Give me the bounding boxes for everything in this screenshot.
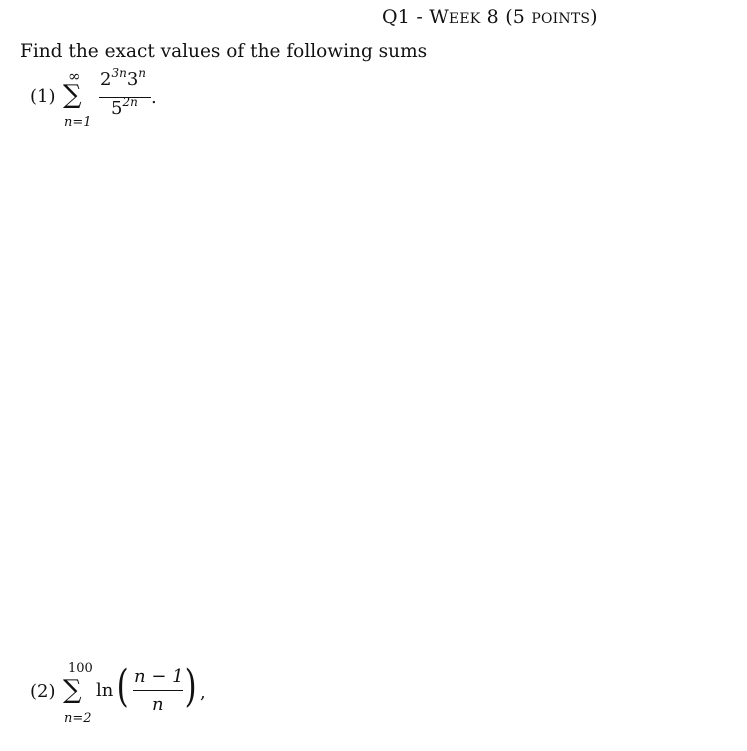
problem-1-denominator: $5^{2n}$ <box>111 95 138 119</box>
header-week-initial: W <box>429 6 449 28</box>
header-points: POINTS <box>531 11 591 27</box>
problem-2-left-paren: ( <box>116 661 129 712</box>
header-week-number: 8 (5 <box>480 6 532 28</box>
problem-1-label: (1) <box>30 86 56 107</box>
problem-2-sigma-icon: ∑ <box>63 675 82 705</box>
question-header <box>382 6 598 28</box>
problem-2-right-paren: ) <box>184 661 197 712</box>
header-week-rest: EEK <box>448 11 481 27</box>
header-separator: - <box>410 6 430 28</box>
problem-2-comma: , <box>200 682 206 703</box>
question-number: Q1 <box>382 6 411 28</box>
problem-1-sigma-icon: ∑ <box>63 80 82 110</box>
problem-1 <box>30 68 230 132</box>
problem-2-fraction-bar <box>133 690 183 691</box>
problem-2-function: ln <box>96 680 114 701</box>
problem-1-numerator: $2^{3n}3^n$ <box>100 66 147 90</box>
header-close-paren: ) <box>590 6 598 28</box>
problem-2-upper-limit: 100 <box>68 661 93 676</box>
instructions: Find the exact values of the following sums <box>20 41 428 62</box>
problem-1-upper-limit: ∞ <box>68 67 81 85</box>
problem-2-lower-limit: n=2 <box>64 711 92 726</box>
problem-2-numerator: n − 1 <box>134 666 184 687</box>
problem-2-label: (2) <box>30 681 56 702</box>
problem-2 <box>30 660 270 730</box>
problem-2-denominator: n <box>152 694 164 715</box>
problem-1-lower-limit: n=1 <box>64 115 92 130</box>
problem-1-period: . <box>151 87 157 108</box>
